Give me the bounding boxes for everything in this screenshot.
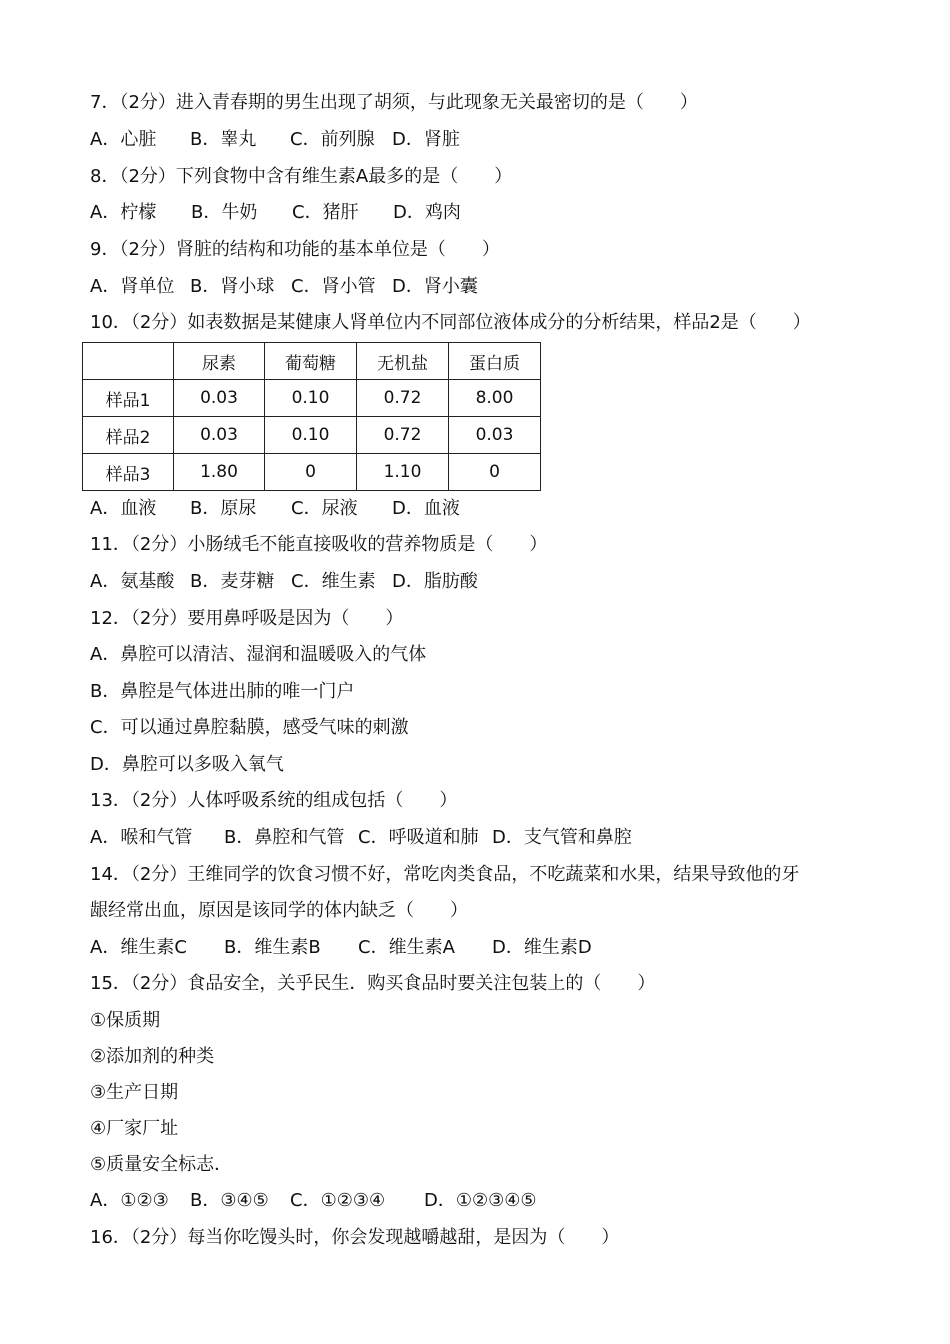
option-c: C．尿液 — [291, 498, 358, 519]
question-9-options — [90, 275, 478, 299]
option-d: D．肾小囊 — [392, 276, 478, 297]
table-row — [83, 454, 541, 491]
table-header-cell: 蛋白质 — [449, 343, 541, 380]
option-c: C．前列腺 — [290, 129, 375, 150]
option-b: B．肾小球 — [190, 276, 275, 297]
option-c: C．猪肝 — [292, 202, 359, 223]
option-a: A．肾单位 — [90, 276, 175, 297]
option-b: B．原尿 — [190, 498, 257, 519]
option-b: B．③④⑤ — [190, 1190, 269, 1211]
question-10-options — [90, 497, 460, 521]
question-12-option-d: D．鼻腔可以多吸入氧气 — [90, 754, 284, 775]
table-cell: 0.72 — [357, 417, 449, 454]
table-cell: 1.10 — [357, 454, 449, 491]
question-12-option-c: C．可以通过鼻腔黏膜，感受气味的刺激 — [90, 717, 409, 738]
table-cell: 0 — [449, 454, 541, 491]
table-cell: 0.10 — [265, 380, 357, 417]
option-d: D．肾脏 — [392, 129, 460, 150]
question-11-stem: 11．（2分）小肠绒毛不能直接吸收的营养物质是（ ） — [90, 534, 548, 555]
table-cell: 0.03 — [174, 380, 265, 417]
table-cell: 0 — [265, 454, 357, 491]
question-12-option-b: B．鼻腔是气体进出肺的唯一门户 — [90, 681, 355, 702]
question-15-options — [90, 1189, 537, 1213]
question-14-stem: 14．（2分）王维同学的饮食习惯不好，常吃肉类食品，不吃蔬菜和水果，结果导致他的牙 — [90, 864, 800, 885]
table-cell: 样品2 — [83, 417, 174, 454]
option-a: A．心脏 — [90, 129, 157, 150]
question-13-stem: 13．（2分）人体呼吸系统的组成包括（ ） — [90, 790, 458, 811]
question-11-options — [90, 570, 478, 594]
option-d: D．支气管和鼻腔 — [492, 827, 632, 848]
question-12-option-a: A．鼻腔可以清洁、湿润和温暖吸入的气体 — [90, 644, 427, 665]
option-c: C．维生素A — [358, 937, 455, 958]
question-16-stem: 16．（2分）每当你吃馒头时，你会发现越嚼越甜，是因为（ ） — [90, 1227, 620, 1248]
option-a: A．血液 — [90, 498, 157, 519]
table-cell: 0.10 — [265, 417, 357, 454]
option-b: B．鼻腔和气管 — [224, 827, 345, 848]
question-15-item-1: ①保质期 — [90, 1010, 161, 1031]
option-d: D．维生素D — [492, 937, 592, 958]
question-15-item-4: ④厂家厂址 — [90, 1118, 179, 1139]
option-d: D．鸡肉 — [393, 202, 461, 223]
table-cell: 0.72 — [357, 380, 449, 417]
option-a: A．喉和气管 — [90, 827, 193, 848]
question-10-stem: 10．（2分）如表数据是某健康人肾单位内不同部位液体成分的分析结果，样品2是（ ） — [90, 312, 811, 333]
question-13-options — [90, 826, 632, 850]
question-15-stem: 15．（2分）食品安全，关乎民生．购买食品时要关注包装上的（ ） — [90, 973, 656, 994]
table-cell: 0.03 — [174, 417, 265, 454]
table-cell: 0.03 — [449, 417, 541, 454]
option-c: C．呼吸道和肺 — [358, 827, 479, 848]
option-b: B．睾丸 — [190, 129, 257, 150]
option-d: D．①②③④⑤ — [424, 1190, 537, 1211]
question-15-item-3: ③生产日期 — [90, 1082, 179, 1103]
table-header-row — [83, 343, 541, 380]
question-12-stem: 12．（2分）要用鼻呼吸是因为（ ） — [90, 608, 404, 629]
question-7-stem: 7．（2分）进入青春期的男生出现了胡须，与此现象无关最密切的是（ ） — [90, 92, 698, 113]
table-header-cell — [83, 343, 174, 380]
question-15-item-5: ⑤质量安全标志． — [90, 1154, 233, 1175]
table-cell: 8.00 — [449, 380, 541, 417]
option-b: B．牛奶 — [191, 202, 258, 223]
table-row — [83, 380, 541, 417]
question-15-item-2: ②添加剂的种类 — [90, 1046, 215, 1067]
data-table — [82, 342, 541, 491]
question-9-stem: 9．（2分）肾脏的结构和功能的基本单位是（ ） — [90, 239, 500, 260]
option-a: A．柠檬 — [90, 202, 157, 223]
option-d: D．脂肪酸 — [392, 571, 478, 592]
option-c: C．维生素 — [291, 571, 376, 592]
table-header-cell: 无机盐 — [357, 343, 449, 380]
question-14-stem-continued: 龈经常出血，原因是该同学的体内缺乏（ ） — [90, 900, 468, 921]
table-cell: 样品3 — [83, 454, 174, 491]
table-header-cell: 尿素 — [174, 343, 265, 380]
question-14-options — [90, 936, 592, 960]
question-7-options — [90, 128, 460, 152]
option-a: A．氨基酸 — [90, 571, 175, 592]
option-c: C．肾小管 — [291, 276, 376, 297]
table-cell: 1.80 — [174, 454, 265, 491]
table-row — [83, 417, 541, 454]
option-b: B．维生素B — [224, 937, 321, 958]
option-d: D．血液 — [392, 498, 460, 519]
question-8-stem: 8．（2分）下列食物中含有维生素A最多的是（ ） — [90, 166, 513, 187]
table-header-cell: 葡萄糖 — [265, 343, 357, 380]
option-a: A．维生素C — [90, 937, 187, 958]
question-8-options — [90, 201, 461, 225]
option-b: B．麦芽糖 — [190, 571, 275, 592]
option-c: C．①②③④ — [290, 1190, 386, 1211]
table-cell: 样品1 — [83, 380, 174, 417]
option-a: A．①②③ — [90, 1190, 169, 1211]
